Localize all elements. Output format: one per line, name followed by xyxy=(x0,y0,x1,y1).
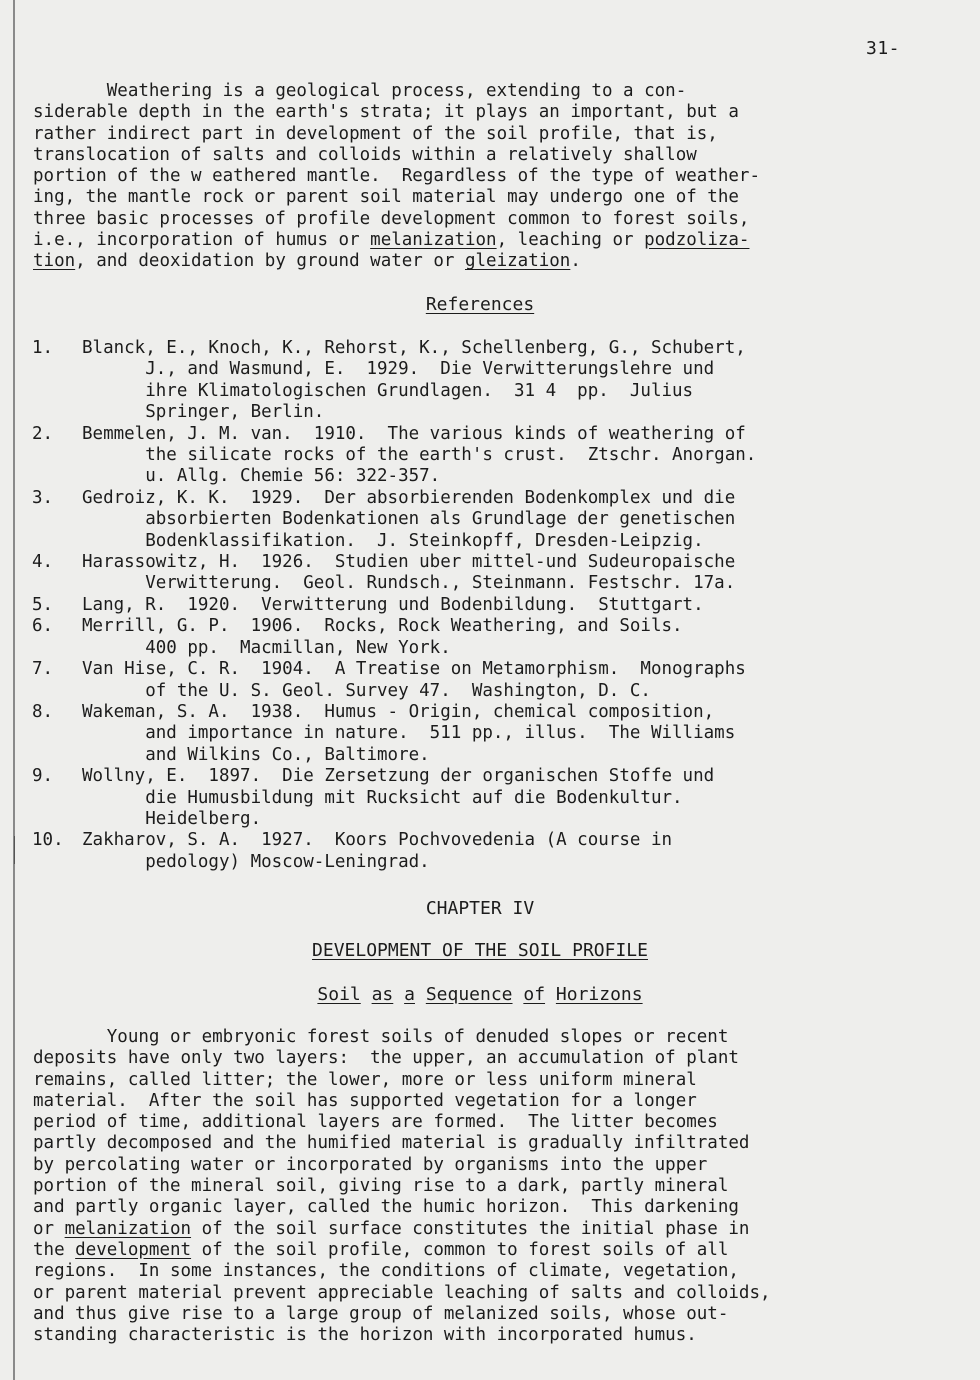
section-title-word: Sequence xyxy=(425,984,513,1005)
reference-number: 4. xyxy=(32,552,54,573)
reference-text xyxy=(82,488,735,552)
reference-item xyxy=(32,659,952,702)
underlined-term: tion xyxy=(33,251,76,272)
reference-item xyxy=(32,552,952,595)
reference-line: Springer, Berlin. xyxy=(82,402,325,423)
text-line: of the soil profile, common to forest soils of all xyxy=(191,1239,729,1260)
text-line: i.e., incorporation of humus or xyxy=(33,230,371,251)
section-title-word: Soil xyxy=(317,984,361,1005)
text-line: regions. In some instances, the conditions of climate, vegetation, xyxy=(33,1261,739,1282)
references-list xyxy=(32,338,952,873)
text-line: material. After the soil has supported vegetation for a longer xyxy=(33,1090,697,1111)
reference-item xyxy=(32,830,952,873)
reference-text xyxy=(82,595,704,616)
reference-number: 6. xyxy=(32,616,54,637)
section-title-word: Horizons xyxy=(555,984,643,1005)
reference-item xyxy=(32,488,952,552)
reference-line: ihre Klimatologischen Grundlagen. 31 4 pp. Julius xyxy=(82,380,694,401)
reference-line: and importance in nature. 511 pp., illus. The Williams xyxy=(82,723,736,744)
reference-line: Van Hise, C. R. 1904. A Treatise on Metamorphism. Monographs xyxy=(82,659,746,680)
underlined-term: podzoliza- xyxy=(644,230,750,251)
text-line: or parent material prevent appreciable leaching of salts and colloids, xyxy=(33,1282,771,1303)
reference-number: 8. xyxy=(32,701,54,722)
reference-line: Gedroiz, K. K. 1929. Der absorbierenden Bodenkomplex und die xyxy=(82,487,736,508)
underlined-term: melanization xyxy=(64,1218,192,1239)
reference-line: of the U. S. Geol. Survey 47. Washington, D. C. xyxy=(82,680,651,701)
text-line: siderable depth in the earth's strata; it plays an important, but a xyxy=(33,102,739,123)
section-title-word: of xyxy=(523,984,546,1005)
reference-line: die Humusbildung mit Rucksicht auf die Bodenkultur. xyxy=(82,787,683,808)
text-line: and thus give rise to a large group of melanized soils, whose out- xyxy=(33,1303,729,1324)
reference-line: Zakharov, S. A. 1927. Koors Pochvovedenia (A course in xyxy=(82,830,673,851)
text-line: portion of the mineral soil, giving rise to a dark, partly mineral xyxy=(33,1176,729,1197)
reference-line: and Wilkins Co., Baltimore. xyxy=(82,744,430,765)
reference-line: u. Allg. Chemie 56: 322-357. xyxy=(82,466,441,487)
text-line: Weathering is a geological process, extending to a con- xyxy=(33,81,687,101)
text-line: ing, the mantle rock or parent soil material may undergo one of the xyxy=(33,187,739,208)
chapter-number: CHAPTER IV xyxy=(425,898,535,919)
text-line: rather indirect part in development of the soil profile, that is, xyxy=(33,123,718,144)
reference-number: 2. xyxy=(32,423,54,444)
paragraph-soil-horizons xyxy=(33,1027,933,1346)
text-line: portion of the w eathered mantle. Regardless of the type of weather- xyxy=(33,166,760,187)
text-line: translocation of salts and colloids within a relatively shallow xyxy=(33,144,697,165)
text-line: deposits have only two layers: the upper, an accumulation of plant xyxy=(33,1048,739,1069)
reference-text xyxy=(82,659,746,702)
underlined-term: development xyxy=(75,1239,192,1260)
reference-number: 7. xyxy=(32,659,54,680)
text-line: by percolating water or incorporated by organisms into the upper xyxy=(33,1154,708,1175)
reference-line: Bemmelen, J. M. van. 1910. The various kinds of weathering of xyxy=(82,423,746,444)
text-line: standing characteristic is the horizon with incorporated humus. xyxy=(33,1325,697,1346)
reference-line: Lang, R. 1920. Verwitterung und Bodenbildung. Stuttgart. xyxy=(82,594,704,615)
text-line: remains, called litter; the lower, more or less uniform mineral xyxy=(33,1069,697,1090)
reference-text xyxy=(82,424,756,488)
section-title-word: a xyxy=(404,984,415,1005)
references-heading-text: References xyxy=(425,294,535,315)
reference-text xyxy=(82,702,735,766)
chapter-title xyxy=(0,940,960,961)
reference-item xyxy=(32,595,952,616)
reference-number: 10. xyxy=(32,830,64,851)
reference-text xyxy=(82,766,714,830)
reference-line: Heidelberg. xyxy=(82,808,262,829)
reference-text xyxy=(82,830,672,873)
reference-line: Blanck, E., Knoch, K., Rehorst, K., Schellenberg, G., Schubert, xyxy=(82,338,746,358)
text-line: , leaching or xyxy=(496,230,645,251)
reference-line: J., and Wasmund, E. 1929. Die Verwitterungslehre und xyxy=(82,359,715,380)
reference-line: Verwitterung. Geol. Rundsch., Steinmann. Festschr. 17a. xyxy=(82,573,736,594)
reference-item xyxy=(32,766,952,830)
text-line: period of time, additional layers are formed. The litter becomes xyxy=(33,1112,718,1133)
reference-item xyxy=(32,702,952,766)
section-title xyxy=(0,984,960,1005)
text-line: three basic processes of profile development common to forest soils, xyxy=(33,208,750,229)
reference-line: pedology) Moscow-Leningrad. xyxy=(82,851,430,872)
reference-item xyxy=(32,616,952,659)
reference-line: Harassowitz, H. 1926. Studien uber mittel-und Sudeuropaische xyxy=(82,552,736,573)
text-line: the xyxy=(33,1239,76,1260)
text-line: partly decomposed and the humified material is gradually infiltrated xyxy=(33,1133,750,1154)
reference-line: 400 pp. Macmillan, New York. xyxy=(82,637,451,658)
page-number: 31- xyxy=(866,38,901,59)
reference-line: absorbierten Bodenkationen als Grundlage der genetischen xyxy=(82,509,736,530)
reference-line: Bodenklassifikation. J. Steinkopff, Dresden-Leipzig. xyxy=(82,530,704,551)
reference-line: the silicate rocks of the earth's crust. Ztschr. Anorgan. xyxy=(82,445,757,466)
reference-item xyxy=(32,338,952,424)
text-line: Young or embryonic forest soils of denuded slopes or recent xyxy=(33,1027,729,1047)
reference-text xyxy=(82,552,735,595)
references-heading xyxy=(0,294,960,315)
text-line: of the soil surface constitutes the initial phase in xyxy=(191,1218,750,1239)
text-line: or xyxy=(33,1218,65,1239)
reference-text xyxy=(82,616,683,659)
reference-line: Wakeman, S. A. 1938. Humus - Origin, chemical composition, xyxy=(82,701,715,722)
reference-number: 9. xyxy=(32,766,54,787)
text-line: and partly organic layer, called the humic horizon. This darkening xyxy=(33,1197,739,1218)
underlined-term: gleization xyxy=(464,251,571,272)
text-line: . xyxy=(570,251,581,272)
paragraph-weathering xyxy=(33,81,933,273)
reference-item xyxy=(32,424,952,488)
reference-text xyxy=(82,338,746,424)
reference-number: 1. xyxy=(32,338,54,358)
reference-line: Wollny, E. 1897. Die Zersetzung der organischen Stoffe und xyxy=(82,766,715,787)
margin-mark xyxy=(14,836,25,864)
chapter-title-text: DEVELOPMENT OF THE SOIL PROFILE xyxy=(312,940,648,961)
page-edge-line xyxy=(13,0,15,1380)
text-line: , and deoxidation by ground water or xyxy=(75,251,465,272)
reference-number: 5. xyxy=(32,594,54,615)
section-title-word: as xyxy=(371,984,394,1005)
reference-line: Merrill, G. P. 1906. Rocks, Rock Weathering, and Soils. xyxy=(82,616,683,637)
reference-number: 3. xyxy=(32,487,54,508)
underlined-term: melanization xyxy=(370,230,497,251)
